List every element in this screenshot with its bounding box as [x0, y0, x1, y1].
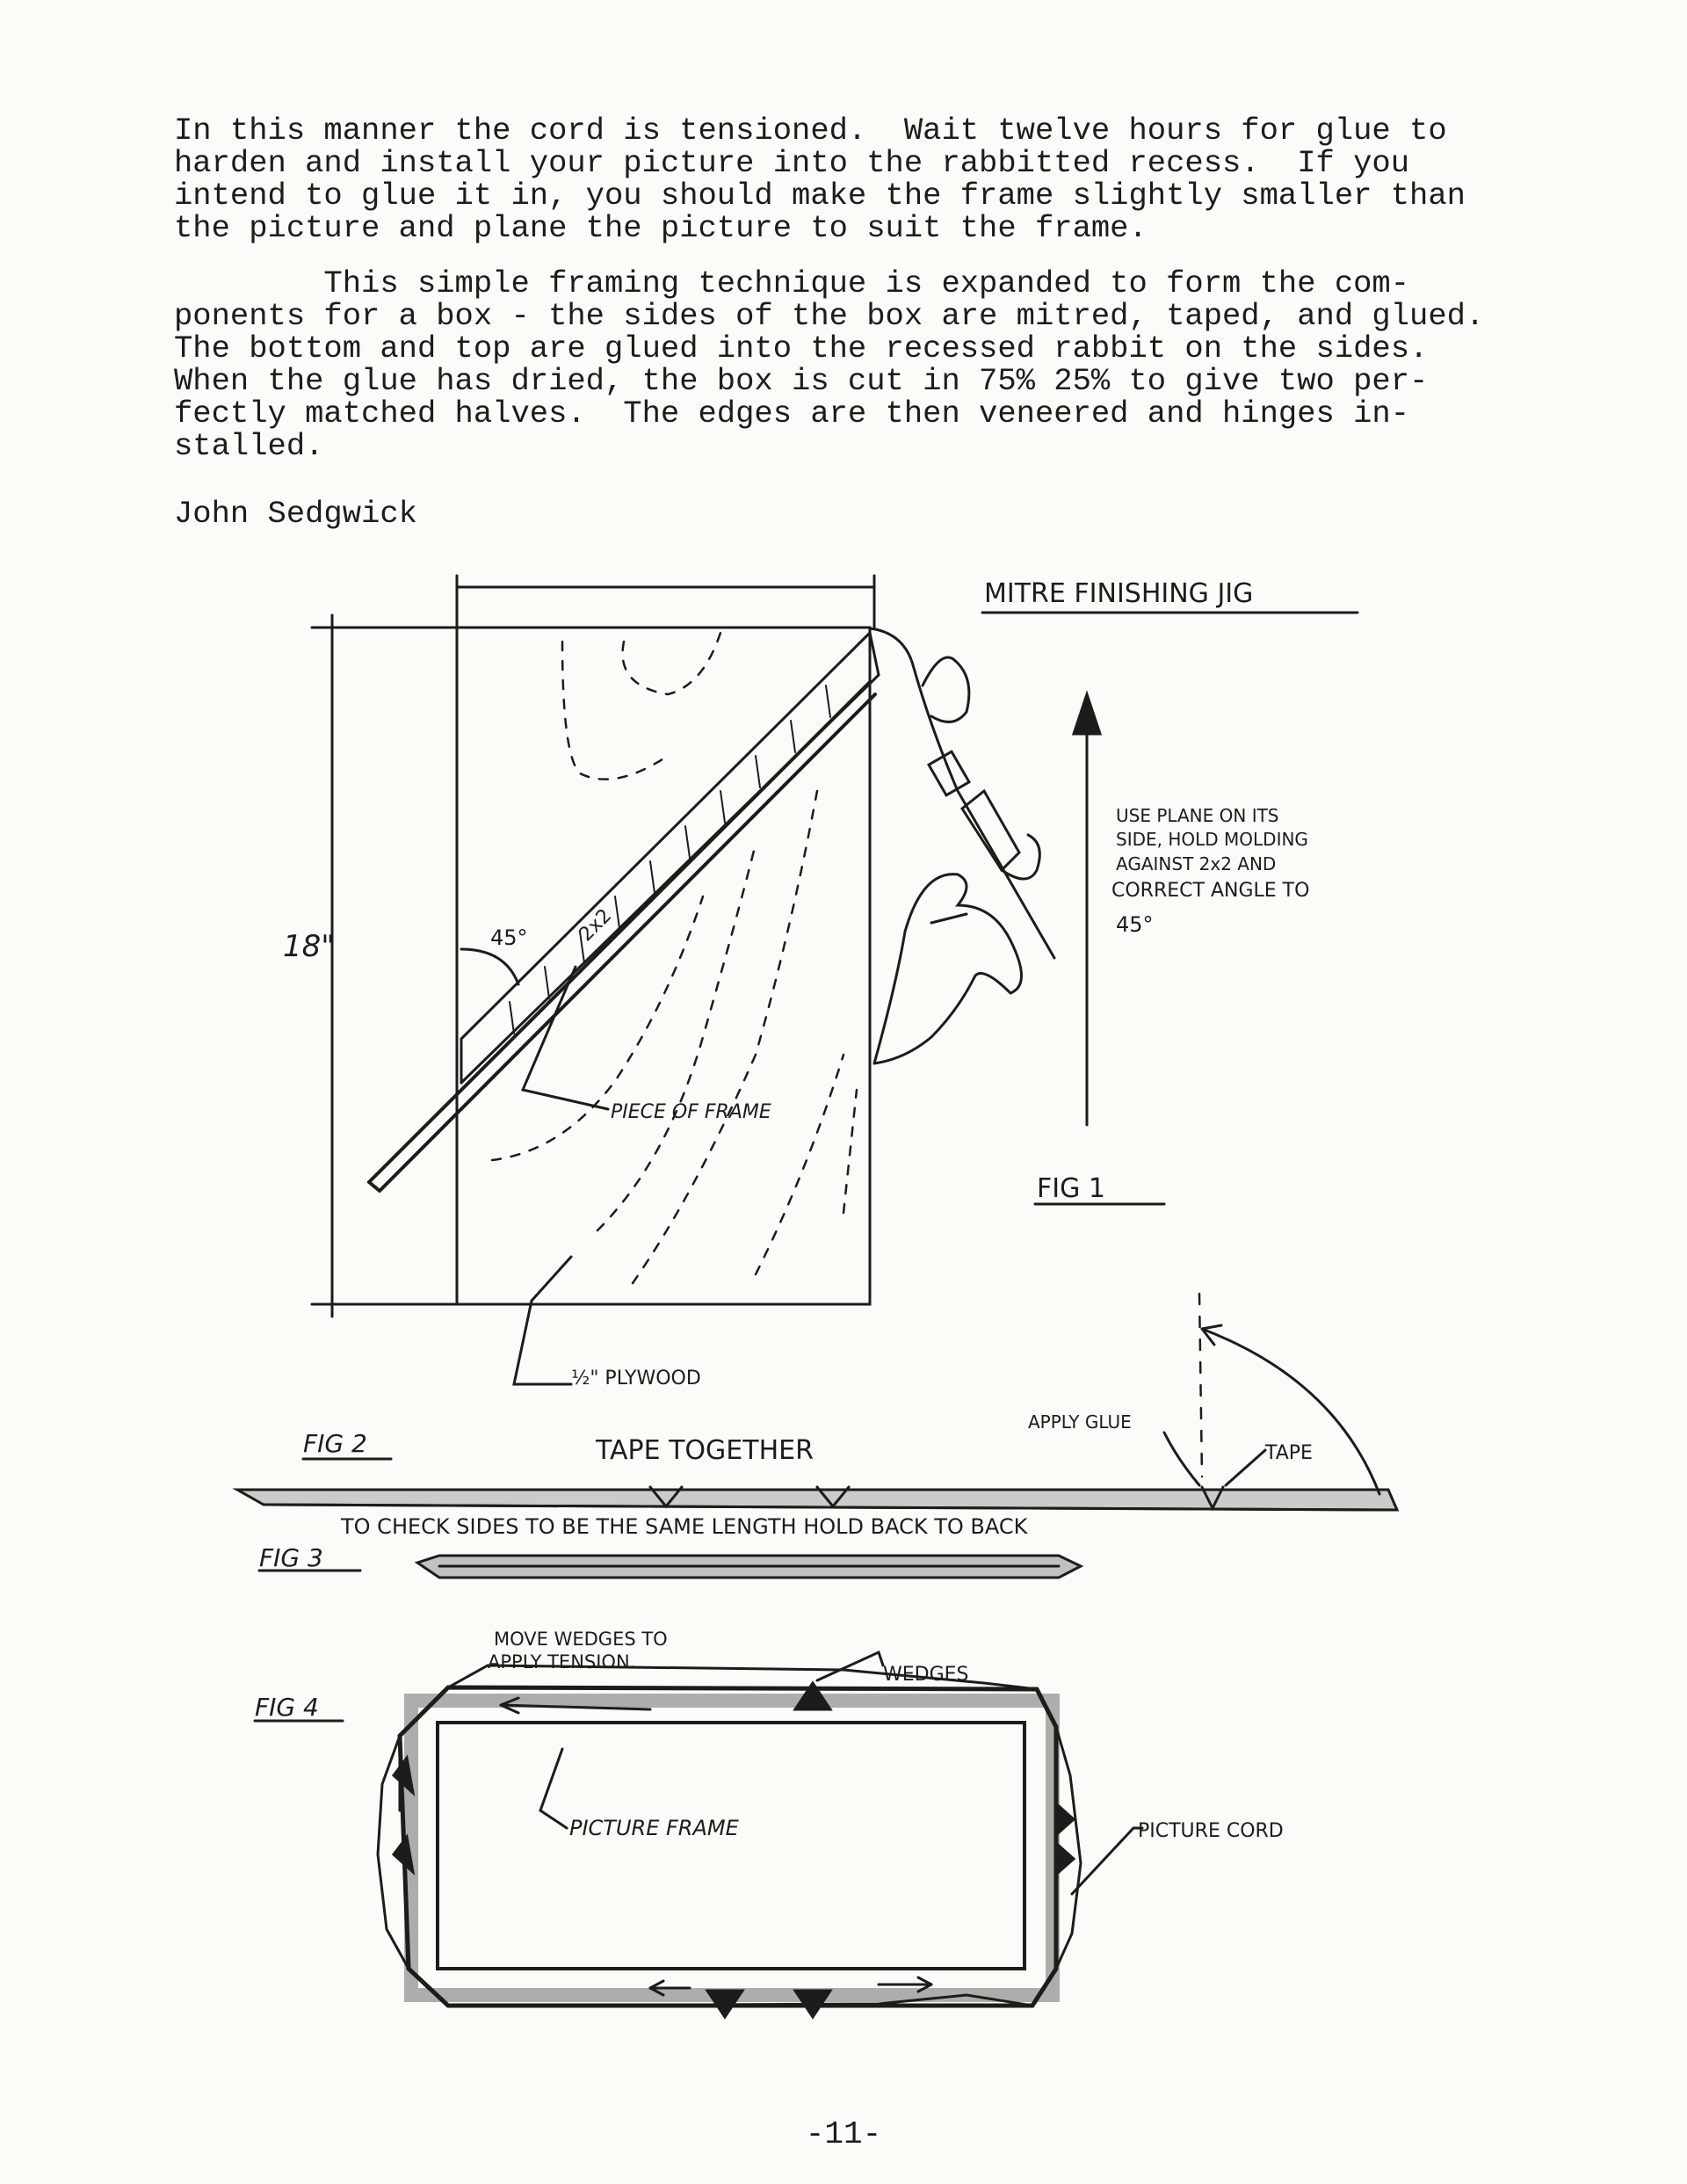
- fig3-note: TO CHECK SIDES TO BE THE SAME LENGTH HOLD BACK TO BACK: [341, 1514, 1028, 1539]
- arrow-head-icon: [1074, 694, 1100, 734]
- hinge-axis-line: [1199, 1294, 1202, 1477]
- fig2-strip: [237, 1487, 1397, 1510]
- tape-label: TAPE: [1265, 1442, 1313, 1464]
- text-line: the picture and plane the picture to suit the frame.: [174, 210, 1148, 246]
- text-line: stalled.: [174, 428, 324, 464]
- fig1-caption: FIG 1: [1037, 1173, 1105, 1204]
- block-hatching: [510, 686, 830, 1034]
- text-line: ponents for a box - the sides of the box are mitred, taped, and glued.: [174, 298, 1485, 334]
- fig1-title: MITRE FINISHING JIG: [984, 578, 1254, 609]
- hand-plane-sketch: [870, 628, 1054, 1063]
- tape-together-label: TAPE TOGETHER: [596, 1435, 814, 1466]
- fig1-instruction-line-2: SIDE, HOLD MOLDING: [1116, 829, 1308, 850]
- tension-arrows: [400, 1698, 931, 1995]
- plywood-label: ½" PLYWOOD: [571, 1368, 701, 1389]
- author-signature: John Sedgwick: [174, 496, 417, 532]
- plywood-leader: [514, 1257, 571, 1384]
- fig1-instruction-line-3: AGAINST 2x2 AND: [1116, 853, 1277, 874]
- fold-arc: [1202, 1329, 1379, 1494]
- fig1-instruction-line-5: 45°: [1116, 912, 1154, 937]
- angle-label: 45°: [490, 925, 528, 950]
- fig4-frame: [400, 1687, 1056, 2006]
- text-line: This simple framing technique is expanded to form the com-: [174, 265, 1410, 301]
- picture-frame-label: PICTURE FRAME: [569, 1816, 739, 1840]
- fig3-caption: FIG 3: [259, 1543, 323, 1572]
- two-by-two-block: [461, 633, 879, 1083]
- apply-glue-label: APPLY GLUE: [1028, 1411, 1132, 1433]
- fig1-instruction-line-1: USE PLANE ON ITS: [1116, 805, 1279, 826]
- text-line: intend to glue it in, you should make the frame slightly smaller than: [174, 178, 1466, 214]
- piece-leader: [523, 967, 608, 1109]
- fig1-instruction-line-4: CORRECT ANGLE TO: [1111, 880, 1310, 902]
- picture-cord-label: PICTURE CORD: [1138, 1820, 1284, 1842]
- piece-of-frame-label: PIECE OF FRAME: [611, 1101, 771, 1123]
- page-number: -11-: [805, 2116, 882, 2152]
- wedges-label: WEDGES: [883, 1664, 969, 1686]
- frame-leader: [540, 1749, 567, 1828]
- move-wedges-line-2: APPLY TENSION.: [488, 1651, 636, 1672]
- text-line: harden and install your picture into the rabbitted recess. If you: [174, 145, 1410, 181]
- fig4-caption: FIG 4: [255, 1693, 319, 1722]
- text-line: When the glue has dried, the box is cut in 75% 25% to give two per-: [174, 363, 1429, 399]
- wood-grain: [492, 633, 857, 1283]
- block-label: 2x2: [575, 904, 617, 947]
- glue-leader: [1164, 1433, 1199, 1485]
- plywood-board: [457, 628, 870, 1304]
- text-line: The bottom and top are glued into the recessed rabbit on the sides.: [174, 330, 1429, 366]
- text-line: fectly matched halves. The edges are then veneered and hinges in-: [174, 395, 1410, 432]
- cord-leader: [1072, 1828, 1142, 1894]
- fig3-strips: [417, 1556, 1081, 1578]
- text-line: In this manner the cord is tensioned. Wait twelve hours for glue to: [174, 112, 1447, 149]
- fig2-caption: FIG 2: [303, 1429, 367, 1458]
- tape-leader: [1226, 1450, 1265, 1485]
- height-dimension: 18": [283, 929, 335, 964]
- move-wedges-line-1: MOVE WEDGES TO: [494, 1629, 668, 1650]
- angle-arc: [461, 949, 518, 984]
- wedges-leader: [817, 1652, 883, 1680]
